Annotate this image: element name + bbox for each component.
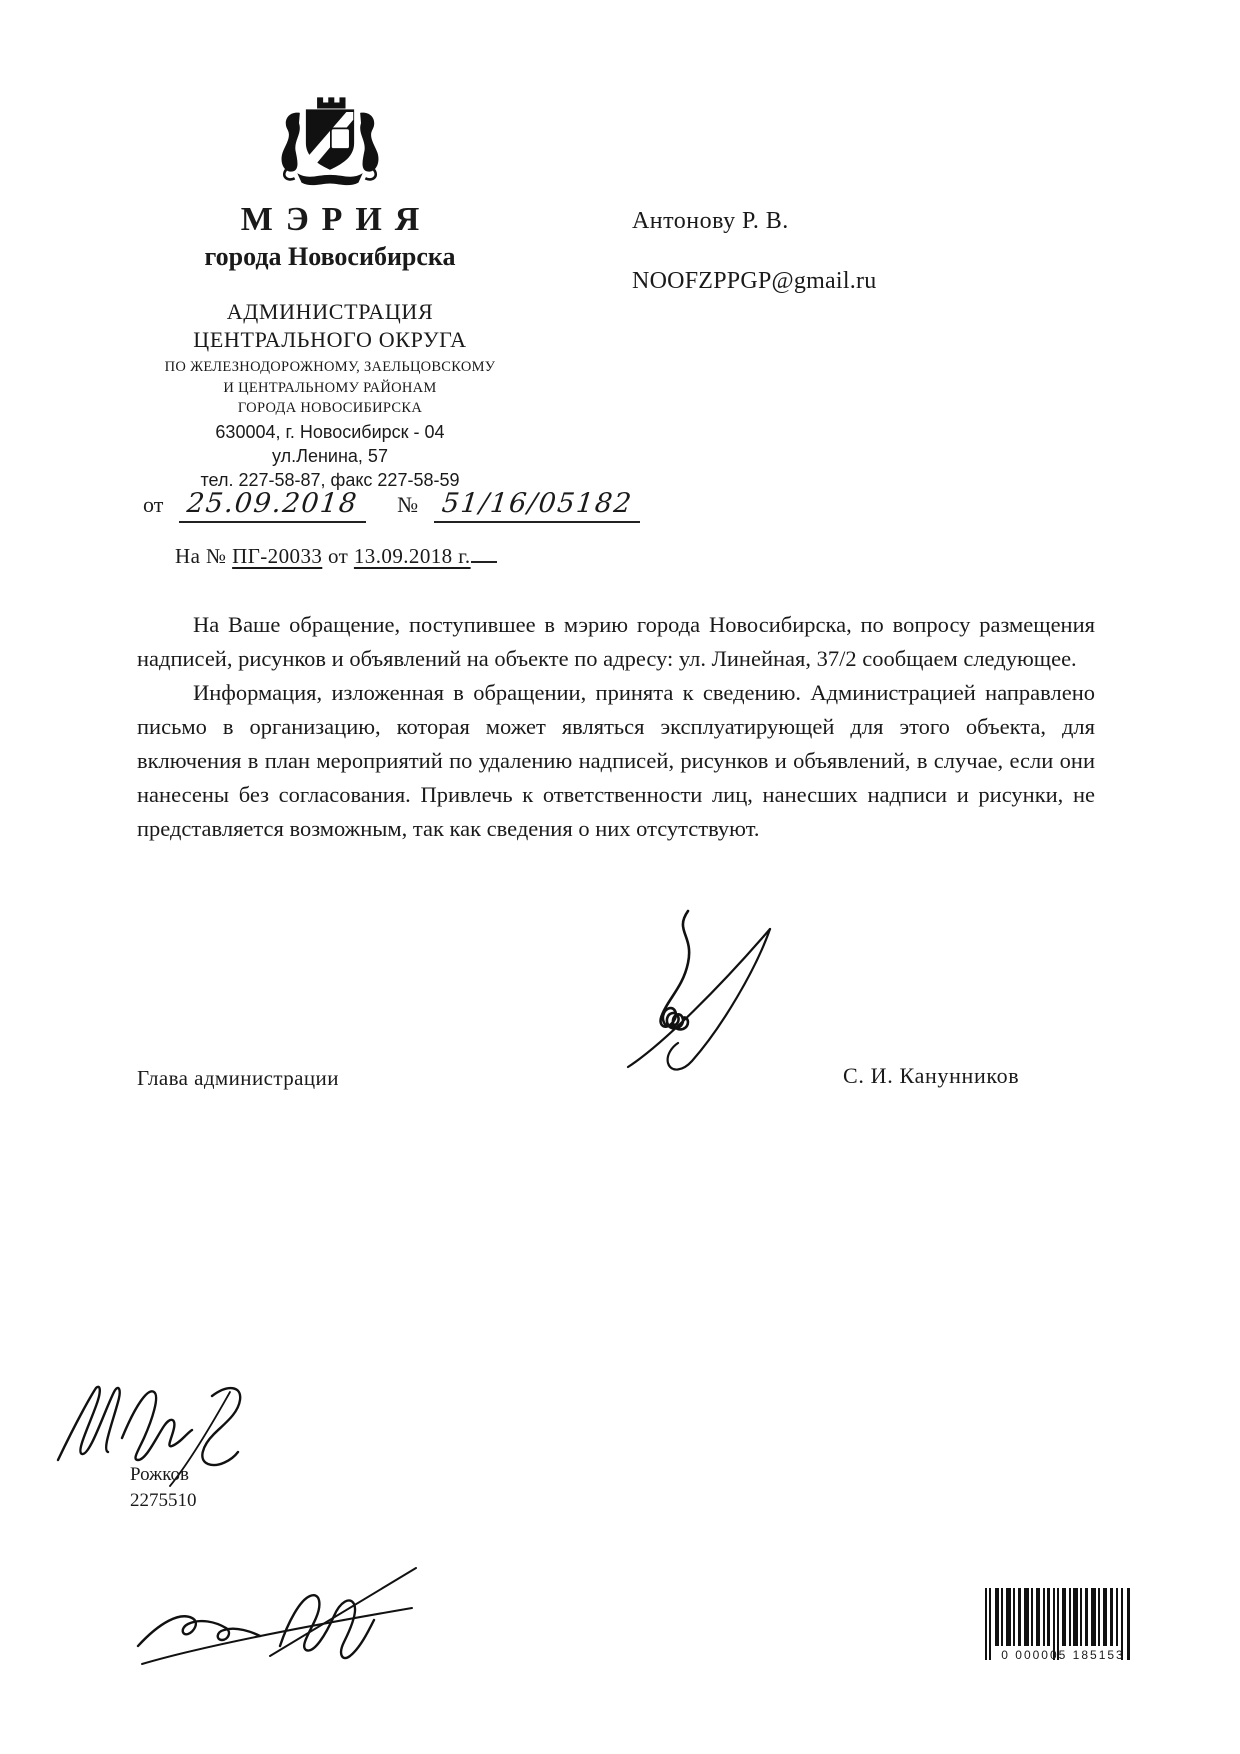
dept-line2: ЦЕНТРАЛЬНОГО ОКРУГА xyxy=(193,326,467,352)
reply-date: 13.09.2018 г. xyxy=(353,544,471,568)
executor-block xyxy=(130,1462,197,1513)
districts-line1: ПО ЖЕЛЕЗНОДОРОЖНОМУ, ЗАЕЛЬЦОВСКОМУ xyxy=(164,359,496,376)
phone-fax: тел. 227-58-87, факс 227-58-59 xyxy=(200,469,460,490)
head-signature-ink xyxy=(570,905,790,1075)
blank-underline xyxy=(471,541,497,563)
outgoing-reference-line xyxy=(143,488,743,523)
recipient-email: NOOFZPPGP@gmail.ru xyxy=(632,268,877,294)
reply-prefix: На № xyxy=(175,544,227,568)
reply-number: ПГ-20033 xyxy=(232,544,323,568)
reply-reference-line xyxy=(175,541,497,569)
executor-name: Рожков xyxy=(130,1464,189,1485)
number-label: № xyxy=(397,492,419,517)
letter-body xyxy=(137,608,1095,846)
postal-address: 630004, г. Новосибирск - 04 xyxy=(215,422,445,443)
signatory-position: Глава администрации xyxy=(137,1066,339,1090)
districts-line2: И ЦЕНТРАЛЬНОМУ РАЙОНАМ xyxy=(223,379,437,396)
letterhead xyxy=(120,95,540,493)
org-name: МЭРИЯ xyxy=(240,201,433,238)
executor-phone: 2275510 xyxy=(130,1489,197,1511)
reply-date-label: от xyxy=(327,544,349,568)
body-paragraph-1: На Ваше обращение, поступившее в мэрию города Новосибирска, по вопросу размещения надписей, рисунков и объявлений на объекте по адресу: ул. Линейная, 37/2 сообщаем следующее. xyxy=(137,612,1095,671)
date-label: от xyxy=(143,492,164,517)
dept-line1: АДМИНИСТРАЦИЯ xyxy=(226,299,434,325)
barcode-digits: 0 000005 185153 xyxy=(1001,1648,1125,1662)
recipient-name: Антонову Р. В. xyxy=(632,208,789,234)
outgoing-date-handwritten: 25.09.2018 xyxy=(185,488,360,519)
secondary-signature-ink xyxy=(130,1560,420,1675)
barcode xyxy=(983,1588,1143,1683)
org-city: города Новосибирска xyxy=(204,242,456,272)
outgoing-number-handwritten: 51/16/05182 xyxy=(439,488,634,519)
street-address: ул.Ленина, 57 xyxy=(272,446,388,467)
coat-of-arms-emblem xyxy=(274,95,386,191)
signatory-name: С. И. Канунников xyxy=(843,1063,1020,1088)
districts-line3: ГОРОДА НОВОСИБИРСКА xyxy=(237,399,423,416)
body-paragraph-2: Информация, изложенная в обращении, принята к сведению. Администрацией направлено письмо в организацию, которая может являться эксплуатирующей для этого объекта, для включения в план мероприятий по удалению надписей, рисунков и объявлений, в случае, если они нанесены без согласования. Привлечь к ответственности лиц, нанесших надписи и рисунки, не представляется возможным, так как сведения о них отсутствуют. xyxy=(137,680,1095,841)
